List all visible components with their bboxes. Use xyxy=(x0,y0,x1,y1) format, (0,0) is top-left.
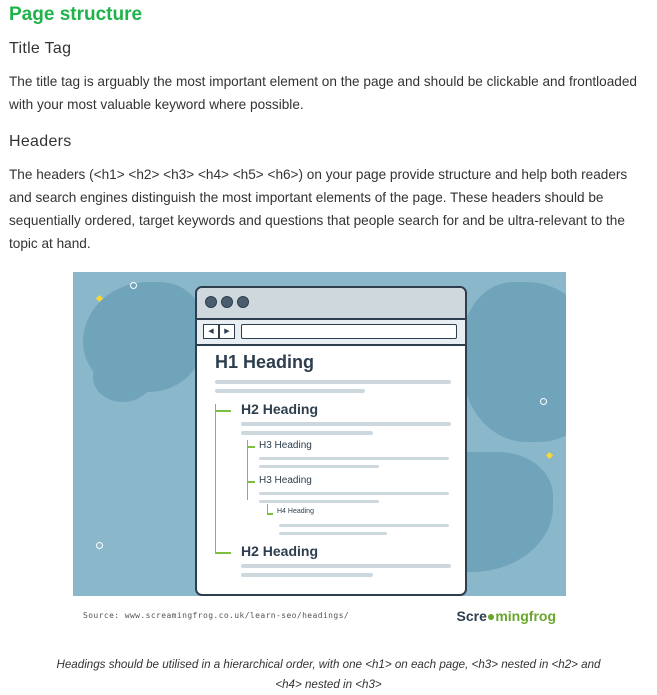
text-line xyxy=(259,492,449,495)
window-dot-icon xyxy=(205,296,217,308)
h3-label: H3 Heading xyxy=(259,440,312,451)
tree-arrow-icon xyxy=(247,446,255,448)
forward-arrow-icon: ▶ xyxy=(219,324,235,339)
text-line xyxy=(215,380,451,384)
bg-blob xyxy=(93,352,153,402)
text-line xyxy=(241,564,451,568)
headings-illustration xyxy=(73,272,566,630)
caption-line: <h4> nested in <h3> xyxy=(275,678,382,691)
tree-arrow-icon xyxy=(267,513,273,515)
tree-line xyxy=(247,440,248,500)
sparkle-icon xyxy=(546,452,553,459)
tree-arrow-icon xyxy=(215,410,231,412)
title-tag-paragraph: The title tag is arguably the most important element on the page and should be clickable and frontloaded with your most valuable keyword where possible. xyxy=(9,74,637,112)
h2-label: H2 Heading xyxy=(241,401,319,417)
section-title: Page structure xyxy=(9,4,143,25)
circle-icon xyxy=(540,398,547,405)
circle-icon xyxy=(96,542,103,549)
h3-label: H3 Heading xyxy=(259,475,312,486)
frog-icon: ● xyxy=(486,608,496,624)
bg-blob xyxy=(463,282,566,442)
circle-icon xyxy=(130,282,137,289)
figure-caption xyxy=(0,655,657,695)
tree-line xyxy=(215,404,216,552)
logo-text-right: mingfrog xyxy=(495,608,556,624)
browser-titlebar xyxy=(197,288,465,320)
h1-label: H1 Heading xyxy=(215,352,315,372)
url-bar xyxy=(241,324,457,339)
illustration-footer xyxy=(73,596,566,630)
text-line xyxy=(279,524,449,527)
browser-navbar xyxy=(197,320,465,346)
h4-label: H4 Heading xyxy=(277,508,314,515)
text-line xyxy=(259,500,379,503)
text-line xyxy=(241,422,451,426)
source-text: Source: www.screamingfrog.co.uk/learn-seo/headings/ xyxy=(83,611,350,620)
text-line xyxy=(215,389,365,393)
text-line xyxy=(241,431,373,435)
headers-paragraph: The headers (<h1> <h2> <h3> <h4> <h5> <h6>) on your page provide structure and help both readers and search engines distinguish the most important elements of the page. These headers should be sequentially ordered, target keywords and questions that people search for and be ultra-relevant to the topic at hand. xyxy=(9,167,628,251)
tree-line xyxy=(267,504,268,513)
screamingfrog-logo xyxy=(457,608,556,624)
logo-text-left: Scre xyxy=(456,608,487,624)
title-tag-heading: Title Tag xyxy=(9,40,72,57)
headers-heading: Headers xyxy=(9,133,72,150)
text-line xyxy=(279,532,387,535)
caption-line: Headings should be utilised in a hierarchical order, with one <h1> on each page, <h3> nested in <h2> and xyxy=(56,658,601,671)
text-line xyxy=(241,573,373,577)
tree-arrow-icon xyxy=(215,552,231,554)
browser-window xyxy=(195,286,467,596)
window-dot-icon xyxy=(237,296,249,308)
text-line xyxy=(259,465,379,468)
tree-arrow-icon xyxy=(247,481,255,483)
text-line xyxy=(259,457,449,460)
window-dot-icon xyxy=(221,296,233,308)
h2-label: H2 Heading xyxy=(241,543,319,559)
back-arrow-icon: ◀ xyxy=(203,324,219,339)
